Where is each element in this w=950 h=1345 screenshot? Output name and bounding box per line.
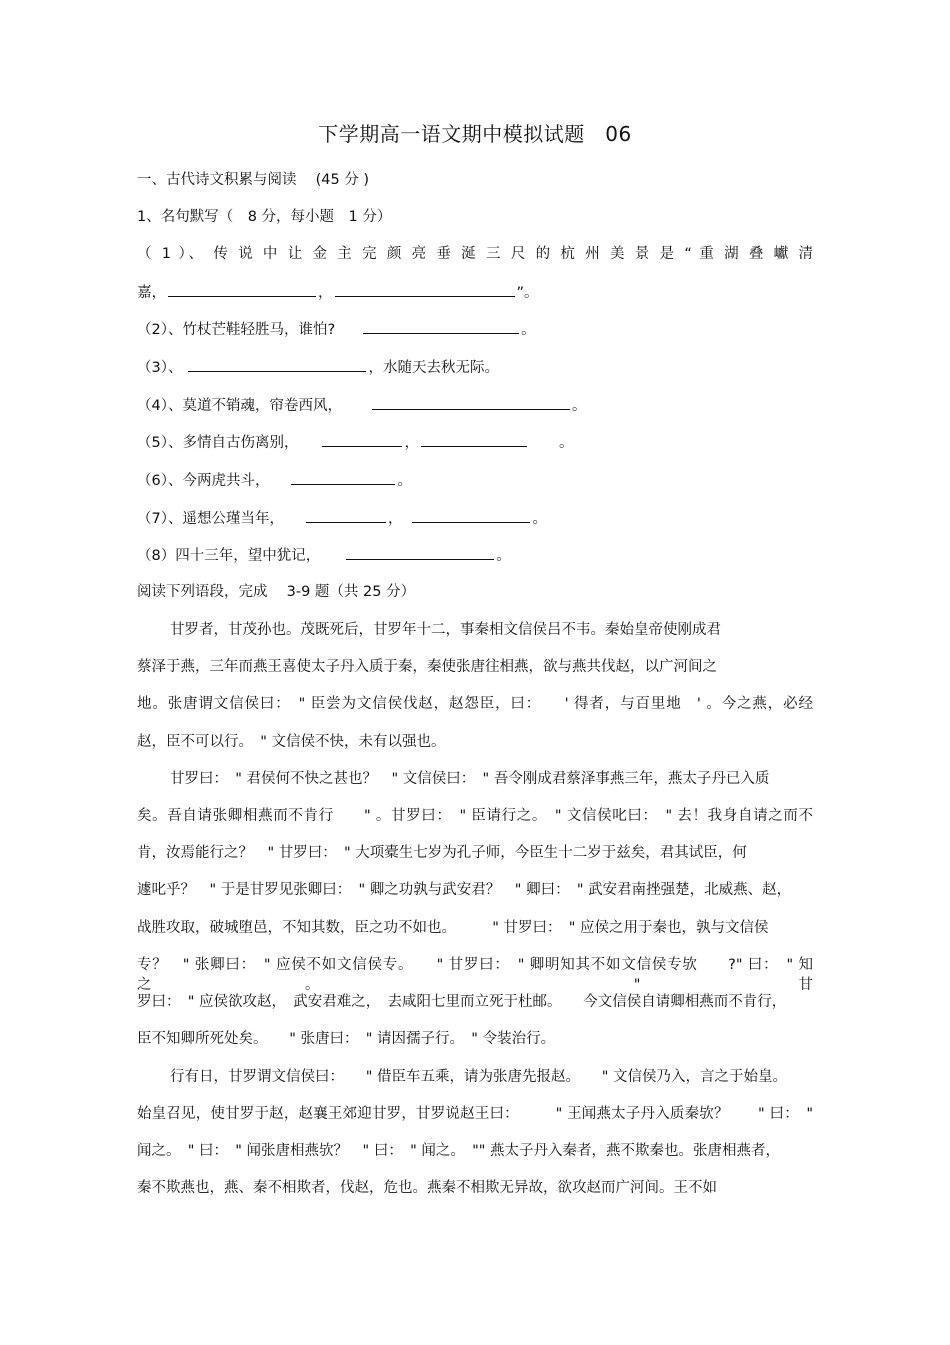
passage-line: 矣。吾自请张卿相燕而不肯行 " 。甘罗曰： " 臣请行之。 " 文信侯叱曰： " 去！我身自请之而不 [137,808,813,824]
item-7-separator: ， [387,511,403,527]
item-5 [137,432,573,453]
passage-line: 甘罗曰： " 君侯何不快之甚也？ " 文信侯曰： " 吾令刚成君蔡泽事燕三年，燕太子丹已入质 [170,771,770,787]
item-2-end: 。 [521,322,536,338]
passage-line: 秦不欺燕也，燕、秦不相欺者，伐赵，危也。燕秦不相欺无异故，欲攻赵而广河间。王不如 [137,1180,717,1196]
passage-line: 行有日，甘罗谓文信侯曰： " 借臣车五乘，请为张唐先报赵。 " 文信侯乃入，言之于始皇。 [170,1069,788,1085]
passage-line: 臣不知卿所死处矣。 " 张唐曰： " 请因孺子行。 " 令装治行。 [137,1031,556,1047]
answer-blank[interactable] [412,508,530,523]
item-1-line-a: （ 1 ）、 传 说 中 让 金 主 完 颜 亮 垂 涎 三 尺 的 杭 州 美 景 是 “ 重 湖 叠 巘 清 [137,246,813,262]
item-3-prefix: （3）、 [137,360,183,376]
answer-blank[interactable] [335,282,515,297]
item-5-end: 。 [558,435,574,451]
item-8-end: 。 [496,548,511,564]
passage-line: 赵，臣不可以行。 " 文信侯不快，未有以强也。 [137,734,446,750]
passage-line: 闻之。 " 曰： " 闻张唐相燕欤？ " 曰： " 闻之。 "" 燕太子丹入秦者，燕不欺秦也。张唐相燕者， [137,1143,781,1159]
passage-line: 地。张唐谓文信侯曰： " 臣尝为文信侯伐赵，赵怨臣，曰： ' 得者，与百里地 ' 。今之燕，必经 [137,696,813,712]
item-6 [137,470,412,491]
item-4-end: 。 [571,398,587,414]
item-7-end: 。 [532,511,547,527]
item-1-end: ”。 [516,285,539,301]
item-5-prefix: （5）、多情自古伤离别， [137,435,299,451]
item-6-prefix: （6）、今两虎共斗， [137,473,270,489]
item-1-line-b [137,282,539,303]
item-4-prefix: （4）、莫道不销魂，帘卷西风， [137,398,342,414]
passage-line: 战胜攻取，破城堕邑，不知其数，臣之功不如也。 " 甘罗曰： " 应侯之用于秦也，孰与文信侯 [137,920,769,936]
page-title: 下学期高一语文期中模拟试题 06 [318,122,632,146]
item-5-separator: ， [404,435,419,451]
section-heading: 一、古代诗文积累与阅读 (45 分 ) [137,172,370,188]
item-3 [137,357,499,378]
item-1-prefix: 嘉， [137,285,166,301]
answer-blank[interactable] [322,432,402,447]
passage-line: 始皇召见，使甘罗于赵，赵襄王郊迎甘罗，甘罗说赵王曰： " 王闻燕太子丹入质秦欤？ " 曰： " [137,1106,813,1122]
item-7 [137,508,547,529]
passage-line: 罗曰： " 应侯欲攻赵， 武安君难之， 去咸阳七里而立死于杜邮。 今文信侯自请卿相燕而不肯行， [137,994,787,1010]
passage-line: 专？ " 张卿曰： " 应侯不如文信侯专。 " 甘罗曰： " 卿明知其不如文信侯专欤 ?" 曰： " 知之。 " 甘 [137,957,813,993]
item-6-end: 。 [397,473,412,489]
answer-blank[interactable] [291,470,395,485]
item-1-separator: ， [318,285,333,301]
passage-line: 肯，汝焉能行之？ " 甘罗曰： " 大项橐生七岁为孔子师，今臣生十二岁于兹矣，君其试臣，何 [137,845,747,861]
passage-line: 甘罗者，甘茂孙也。茂既死后，甘罗年十二，事秦相文信侯吕不韦。秦始皇帝使刚成君 [170,622,721,638]
item-8 [137,545,511,566]
item-7-prefix: （7）、遥想公瑾当年， [137,511,284,527]
answer-blank[interactable] [306,508,386,523]
answer-blank[interactable] [346,545,494,560]
passage-line: 蔡泽于燕，三年而燕王喜使太子丹入质于秦，秦使张唐往相燕，欲与燕共伐赵，以广河间之 [137,659,717,675]
item-4 [137,395,586,416]
answer-blank[interactable] [372,395,570,410]
reading-instruction: 阅读下列语段，完成 3-9 题（共 25 分） [137,584,416,600]
item-2-prefix: （2）、竹杖芒鞋轻胜马，谁怕? [137,322,336,338]
item-8-prefix: （8）四十三年，望中犹记， [137,548,321,564]
answer-blank[interactable] [421,432,527,447]
question-heading: 1、名句默写（ 8 分，每小题 1 分） [137,209,392,225]
passage-line: 遽叱乎？ " 于是甘罗见张卿曰： " 卿之功孰与武安君？ " 卿曰： " 武安君南挫强楚，北威燕、赵， [137,882,792,898]
item-3-end: ，水随天去秋无际。 [368,360,499,376]
item-2 [137,319,536,340]
answer-blank[interactable] [188,357,366,372]
answer-blank[interactable] [363,319,519,334]
answer-blank[interactable] [168,282,316,297]
